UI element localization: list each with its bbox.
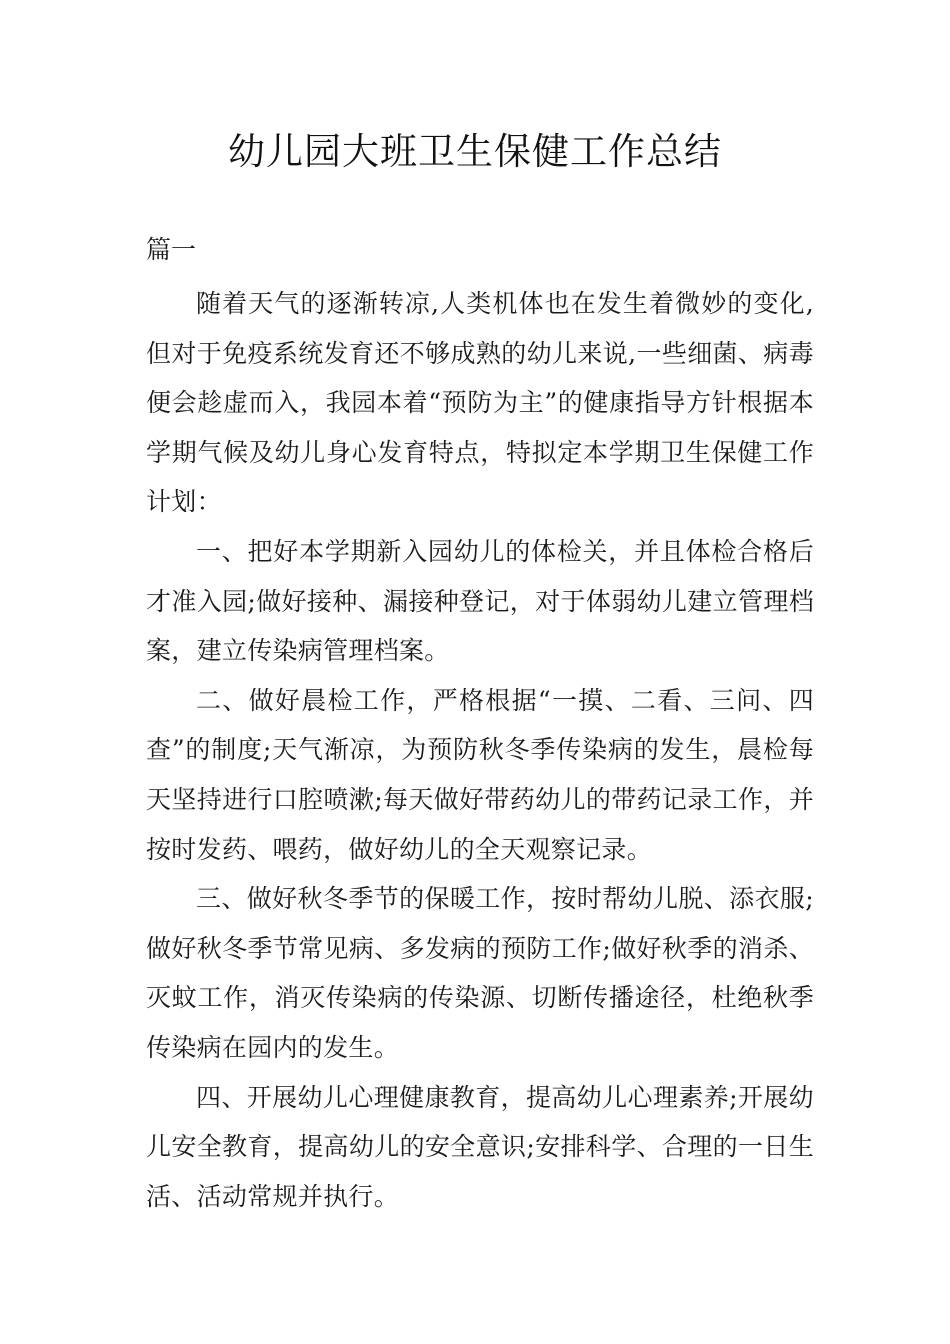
paragraph-item-2: 二、做好晨检工作，严格根据“一摸、二看、三问、四查”的制度;天气渐凉，为预防秋冬季传染病的发生，晨检每天坚持进行口腔喷漱;每天做好带药幼儿的带药记录工作，并按时发药、喂药，做好幼儿的全天观察记录。 [146, 685, 814, 864]
paragraph-item-3: 三、做好秋冬季节的保暖工作，按时帮幼儿脱、添衣服;做好秋冬季节常见病、多发病的预防工作;做好秋季的消杀、灭蚊工作，消灭传染病的传染源、切断传播途径，杜绝秋季传染病在园内的发生。 [146, 884, 814, 1062]
section-label: 篇一 [146, 235, 197, 264]
paragraph-item-4: 四、开展幼儿心理健康教育，提高幼儿心理素养;开展幼儿安全教育，提高幼儿的安全意识;安排科学、合理的一日生活、活动常规并执行。 [146, 1082, 814, 1211]
paragraph-intro: 随着天气的逐渐转凉,人类机体也在发生着微妙的变化,但对于免疫系统发育还不够成熟的幼儿来说,一些细菌、病毒便会趁虚而入，我园本着“预防为主”的健康指导方针根据本学期气候及幼儿身心发育特点，特拟定本学期卫生保健工作计划： [146, 289, 814, 517]
paragraph-item-1: 一、把好本学期新入园幼儿的体检关，并且体检合格后才准入园;做好接种、漏接种登记，对于体弱幼儿建立管理档案，建立传染病管理档案。 [146, 536, 814, 666]
document-title: 幼儿园大班卫生保健工作总结 [228, 130, 722, 173]
document-body [146, 279, 814, 1221]
